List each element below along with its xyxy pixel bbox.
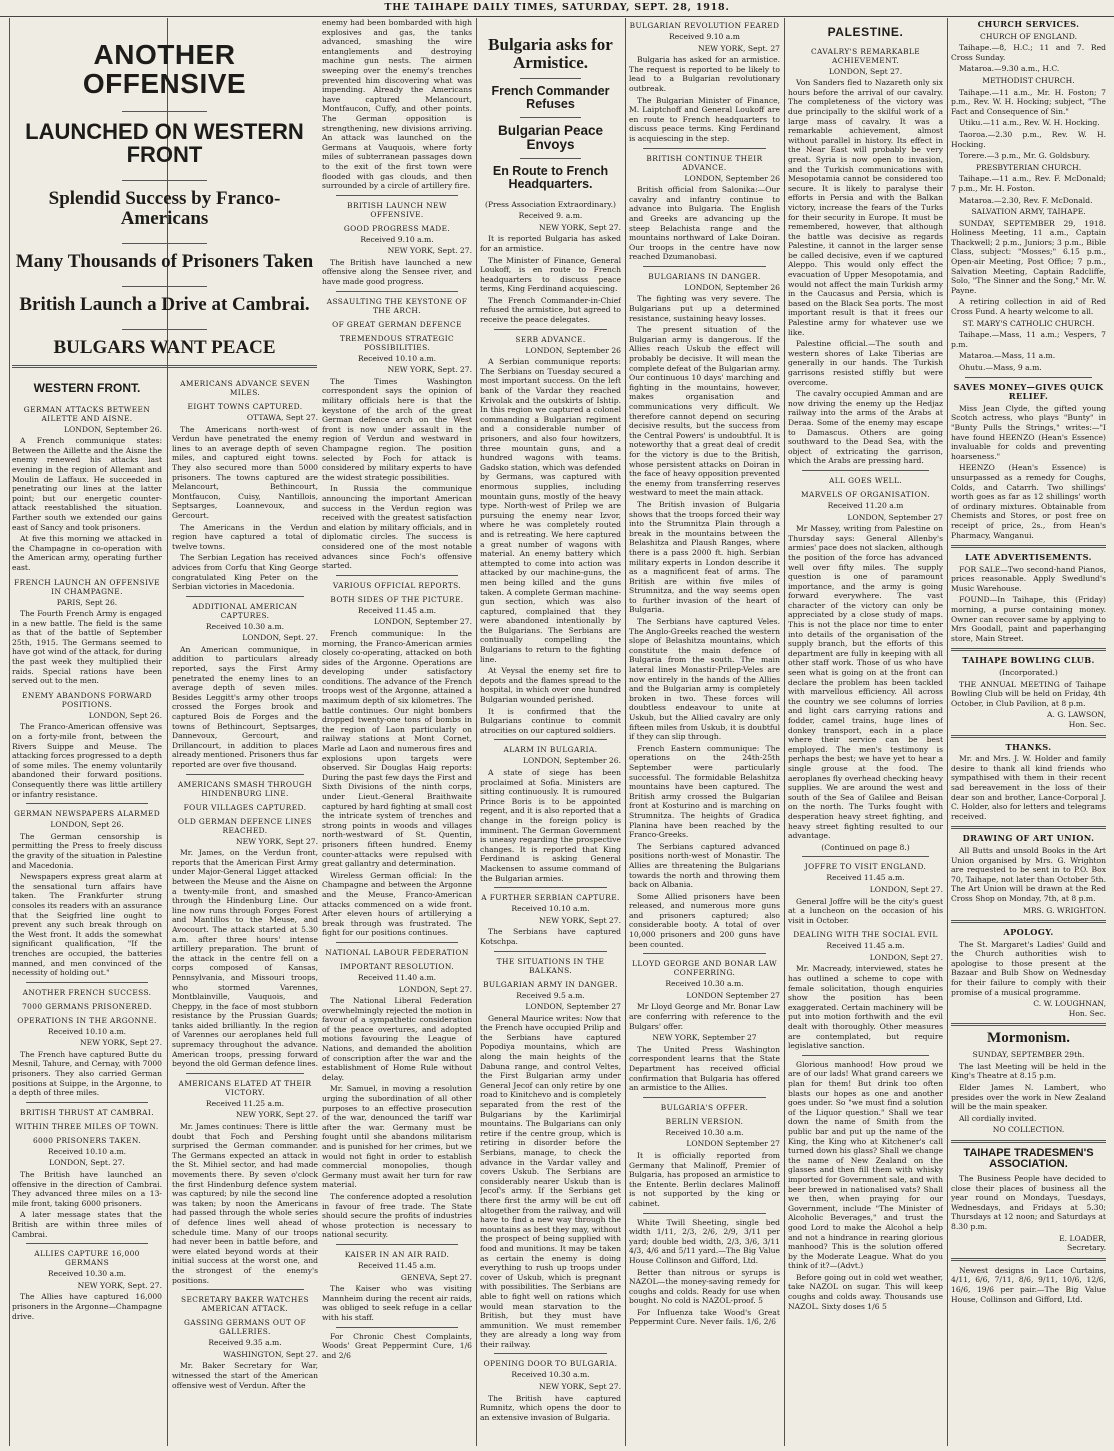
- dateline: NEW YORK, Sept 27.: [539, 1382, 621, 1392]
- received-line: Received 9.5 a.m.: [516, 990, 585, 1000]
- received-line: Received 11.25 a.m.: [205, 1098, 285, 1108]
- article-text: At Veysal the enemy set fire to depots and the flames spread to the hospital, in which over one hundred Bulgarian wounded perished.: [480, 666, 621, 705]
- advertisement: For Influenza take Wood's Great Peppermint Cure. Never fails. 1/6, 2/6: [629, 1307, 780, 1327]
- article-text: It is reported Bulgaria has asked for an armistice.: [480, 234, 621, 253]
- western-front-title: WESTERN FRONT.: [33, 381, 141, 395]
- section-subheading: 7000 GERMANS PRISONERED.: [22, 1001, 152, 1011]
- article-text: French communique: In the morning, the Franco-American armies closely co-operating, attacked on both sides of the Argonne. Operations are developing under satisfactory conditions. The advance of the French troops west of the Argonne, attained a maximum depth of six kilometres. The battle continues. Our night bombers dropped twenty-one tons of bombs in the region of Laon particularly on railway stations at Mont Cornet, Marle ad Laon and numerous fires and explosions upon targets were observed. Sir Douglas Haig reports: During the past few days the First and Sixth Divisions of the ninth corps, under Lieut.-General Braithwaite captured by hard fighting at small cost the intricate system of trenches and strong points in woods and villages north-westward of St. Quentin, prisoners fifteen hundred. Enemy counter-attacks were repulsed with great gallantry and determination.: [322, 628, 472, 869]
- notice-text: A retiring collection in aid of Red Cross Fund. A hearty welcome to all.: [951, 297, 1106, 317]
- section-heading: BRITISH THRUST AT CAMBRAI.: [20, 1107, 154, 1117]
- signature-line: Hon. Sec.: [1068, 1008, 1106, 1018]
- dateline: LONDON, September 26.: [523, 756, 621, 766]
- lead-headline-3: Splendid Success by Franco-Americans: [48, 187, 281, 229]
- article-text: Bulgaria has asked for an armistice. The request is reported to be likely to lead to a Bulgarian revolutionary outbreak.: [629, 55, 780, 93]
- received-line: Received 11.40 a.m.: [357, 972, 437, 982]
- section-heading: ALARM IN BULGARIA.: [503, 745, 598, 755]
- press-association-line: (Press Association Extraordinary.): [484, 199, 617, 209]
- section-heading: AMERICANS ADVANCE SEVEN MILES.: [180, 379, 310, 397]
- article-text: A later message states that the British are within three miles of Cambrai.: [12, 1210, 162, 1239]
- received-line: Received 10.30 a.m.: [47, 1269, 127, 1279]
- bulgaria-headline-3: Bulgarian Peace Envoys: [497, 122, 604, 153]
- bulgaria-headline-2: French Commander Refuses: [491, 83, 610, 111]
- article-text: The French have captured Butte du Mesnil, Tahure, and Cernay, with 7000 prisoners. They also carried German positions at Suippe, in the Argonne, to a depth of three miles.: [12, 1049, 162, 1098]
- article-text: The Serbians have captured Veles. The Anglo-Greeks reached the western slope of Belashitza mountains, which constitute the main defence of Bulgaria from the south. The main lateral lines Monastir-Prilep-Veles are now entirely in the hands of the Allies and the Bulgarian army is completely broken in two. These forces will doubtless endeavour to unite at Uskub, but the Allied cavalry are only fifteen miles from Uskub, it is doubtful if they can slip through.: [629, 617, 780, 742]
- received-line: Received 9.10 a.m.: [360, 234, 434, 244]
- section-subheading: 6000 PRISONERS TAKEN.: [32, 1135, 142, 1145]
- advert-text: Elder James N. Lambert, who presides over the work in New Zealand will be the main speaker.: [951, 1082, 1106, 1112]
- advert-text: Miss Jean Clyde, the gifted young Scotch actress, who plays "Bunty" in "Bunty Pulls the Strings," writes:—"I have found HEENZO (Hean's Essence) invaluable for colds and preventing hoarseness.": [951, 403, 1106, 461]
- dateline: LONDON, Sept 27.: [869, 952, 943, 962]
- advert-text: The last Meeting will be held in the King's Theatre at 8.15 p.m.: [951, 1061, 1106, 1081]
- dateline: LONDON, September 27: [847, 512, 943, 522]
- advertisement: For Chronic Chest Complaints, Woods' Great Peppermint Cure, 1/6 and 2/6: [322, 1331, 472, 1360]
- section-subheading: EIGHT TOWNS CAPTURED.: [187, 402, 303, 411]
- column-5: [629, 18, 780, 1448]
- section-heading: AMERICANS ELATED AT THEIR VICTORY.: [178, 1078, 312, 1097]
- article-text: The present situation of the Bulgarian army is dangerous. If the Allies reach Uskub the effect will probably be decisive. It will mean the complete defeat of the Bulgarian army. Our continuous 10 days' marching and fighting in the mountains, however, makes organisation and communications very difficult. We therefore cannot depend on securing decisive results, but the success from the Central Powers' is undoubtful. It is noteworthy that a great deal of credit for the victory is due to the British, whose persistent attacks on Doiran in the face of heavy opposition prevented the enemy from transferring reserves westward to meet the main attack.: [629, 325, 780, 498]
- received-line: Received 11.20 a.m: [827, 500, 904, 510]
- received-line: Received 11.45 a.m.: [826, 941, 905, 951]
- received-line: Received 9.35 a.m.: [208, 1338, 282, 1348]
- dateline: PARIS, Sept 26.: [56, 597, 118, 607]
- notice-text: Mataroa.—Mass, 11 a.m.: [959, 351, 1056, 361]
- column-6: [788, 18, 943, 1448]
- section-heading: ASSAULTING THE KEYSTONE OF THE ARCH.: [326, 296, 468, 315]
- section-heading: A FURTHER SERBIAN CAPTURE.: [481, 893, 620, 903]
- notice-text: Taihape.—8, H.C.; 11 and 7. Red Cross Sunday.: [951, 43, 1106, 62]
- article-text: General Joffre will be the city's guest at a luncheon on the occasion of his visit in October.: [788, 896, 943, 925]
- advert-text: All Butts and unsold Books in the Art Union organised by Mrs. G. Wrighton are requested to be sent in to P.O. Box 70, Taihape, not later than October 5th. The Art Union will be drawn at the Red Cross Shop on Monday, 7th, at 8 p.m.: [951, 845, 1106, 903]
- section-heading: FRENCH LAUNCH AN OFFENSIVE IN CHAMPAGNE.: [14, 577, 160, 596]
- article-text: Some Allied prisoners have been released, and numerous more guns and prisoners captured; also considerable booty. A total of over 10,000 prisoners and 200 guns have been counted.: [629, 891, 780, 949]
- article-text: The Fourth French Army is engaged in a new battle. The field is the same as that of the battle of September 25th, 1915. The Germans seemed to have got wind of the attack, for during the past week they multiplied their raids. Special rations have been served out to the men.: [12, 609, 162, 686]
- section-heading: CAVALRY'S REMARKABLE ACHIEVEMENT.: [810, 46, 921, 65]
- column-rule: [625, 18, 626, 1446]
- section-subheading: TREMENDOUS STRATEGIC POSSIBILITIES.: [339, 333, 455, 352]
- article-text: The United Press Washington correspondent learns that the State Department has received official confirmation that Bulgaria has offered an armistice to the Allies.: [629, 1044, 780, 1093]
- dateline: LONDON, September 27: [525, 1002, 621, 1012]
- dateline: NEW YORK, Sept 27.: [236, 1110, 318, 1120]
- section-heading: ENEMY ABANDONS FORWARD POSITIONS.: [22, 690, 152, 709]
- received-line: Received 10.30 a.m.: [511, 1370, 590, 1380]
- article-text: It is confirmed that the Bulgarians continue to commit atrocities on our captured soldiers.: [480, 706, 621, 735]
- dateline: LONDON, Sept 26.: [88, 710, 162, 720]
- article-text: Mr Massey, writing from Palestine on Thursday says: General Allenby's armies' pace does not slacken, although the position of the force has advanced well over fifty miles. The supply question is one of paramount importance, and the army is going forward everywhere. The vast character of the victory can only be appreciated by a close study of maps. This is not the place nor time to enter into details of the organisation of the supply branch, but the efforts of this department are fully in keeping with all other staff work. Those of us who have seen what is going on at the front can declare the problem has been tackled with marvellous efficiency. All across the country we see columns of lorries and light cars carrying rations and fodder, camel trains, huge lines of donkey transport, each in a place where their service can be best employed. The men's testimony is perhaps the best; we have yet to hear a single grouse at the food. The aeroplanes fly overhead checking heavy supplies. We are around the west and south of the Sea of Galilee and Beisan on the north. The Turks fought with desperation heavy street fighting, and heavy street fighting resulted to our advantage.: [788, 524, 943, 841]
- tradesmen-heading: TAIHAPE TRADESMEN'S ASSOCIATION.: [963, 1146, 1094, 1171]
- article-text: At five this morning we attacked in the Champagne in co-operation with the American army, operating further east.: [12, 534, 162, 572]
- received-line: Received 9.10 a.m: [669, 32, 740, 41]
- dateline: NEW YORK, September 27: [652, 1033, 757, 1043]
- signature-line: E. LOADER,: [1059, 1233, 1106, 1243]
- advert-heading: LATE ADVERTISEMENTS.: [965, 552, 1092, 563]
- section-heading: SERB ADVANCE.: [515, 334, 586, 344]
- signature-line: Secretary.: [1067, 1243, 1106, 1253]
- section-heading: BULGARIANS IN DANGER.: [648, 271, 761, 281]
- advert-text: FOR SALE—Two second-hand Pianos, prices reasonable. Apply Swedlund's Music Warehouse.: [951, 564, 1106, 593]
- article-text: The Minister of Finance, General Loukoff, is en route to French headquarters to discuss peace terms, King Ferdinand acquiescing.: [480, 255, 621, 294]
- advert-text: HEENZO (Hean's Essence) is unsurpassed as a remedy for Coughs, Colds, and Catarrh. Two shillings' worth goes as far as 12 shillings' worth of ordinary mixtures. Obtainable from Chemists and Stores, or post free on receipt of price, 2s., from Hean's Pharmacy, Wanganui.: [951, 463, 1106, 540]
- article-text: The Kaiser who was visiting Mannheim during the recent air raids, was obliged to seek refuge in a cellar with his staff.: [322, 1284, 472, 1322]
- mormonism-heading: Mormonism.: [987, 1030, 1070, 1047]
- advertisement: White Twill Sheeting, single bed width 1/11, 2/3, 2/6, 2/9, 3/11 per yard; double bed width, 2/3, 3/6, 3/11 4/3, 4/6 and 5/11 yard.—The Big Value House Collinson and Gifford, Ltd.: [629, 1217, 780, 1265]
- dateline: NEW YORK, Sept. 27.: [77, 1280, 162, 1290]
- section-subheading: BOTH SIDES OF THE PICTURE.: [330, 594, 464, 604]
- dateline: GENEVA, Sept 27.: [400, 1272, 472, 1282]
- dateline: LONDON, September 26: [684, 173, 780, 183]
- section-heading: OPENING DOOR TO BULGARIA.: [483, 1359, 618, 1369]
- section-subheading: OLD GERMAN DEFENCE LINES REACHED.: [178, 816, 312, 835]
- dateline: LONDON, September 26: [525, 345, 621, 355]
- dateline: LONDON, September 26: [684, 282, 780, 292]
- dateline: LONDON, Sept 27.: [869, 884, 943, 894]
- section-heading: ADDITIONAL AMERICAN CAPTURES.: [192, 601, 298, 620]
- dateline: LONDON, Sept 27.: [828, 66, 903, 76]
- article-text: Von Sanders fled to Nazareth only six hours before the arrival of our cavalry. The completeness of the victory was due principally to the skilful work of a large mass of cavalry. It was a remarkable achievement, almost without parallel in history. Its effect in the Near East will probably be very great. Syria is now open to invasion, and the Turkish communications with Mesopotamia cannot be considered too secure. It is likely to paralyse their efforts in Persia and with the Balkan victory, increase the fears of the Turks for their security in Europe. It must be remembered, however, that although the battle was decisive as regards Palestine, it cannot in the larger sense be called decisive, even if we captured Aleppo. This would only effect the evacuation of Upper Mesopotamia, and would not affect the main Turkish army in the Caucasus and Persia, which is based on the Black Sea ports. The most important result is that it frees our Palestine army for whatever use we like.: [788, 78, 943, 337]
- church-services-title: CHURCH SERVICES.: [977, 19, 1080, 29]
- dateline: LONDON, Sept. 27.: [242, 633, 318, 643]
- section-subheading: BULGARIAN ARMY IN DANGER.: [483, 979, 618, 989]
- lead-headline-5: British Launch a Drive at Cambrai.: [19, 293, 310, 315]
- dateline: NEW YORK, Sept 27.: [539, 222, 621, 232]
- dateline: NEW YORK, Sept. 27.: [387, 246, 472, 256]
- article-text: The cavalry occupied Amman and are now driving the enemy up the Hedjaz railway into the arms of the Arabs at Deraa. Some of the enemy may escape to Damascus. Others are going southward to the Dead Sea, with the object of extricating the garrison, which the Arabs are pressing hard.: [788, 389, 943, 466]
- dateline: LONDON September 27: [686, 990, 780, 1000]
- article-text: Mr. James continues: There is little doubt that Foch and Pershing surprised the German commander. The Germans expected an attack in the St. Mihiel sector, and had made movements there. By seven o'clock the first Hindenburg defence system was captured; by nile the second line was taken; by noon the Americans had passed through the whole series of defence lines well ahead of schedule time. Many of our troops had never been in battle before, and were elated beyond words at their initial success at the worst one, and the strongest of the enemy's positions.: [172, 1122, 318, 1285]
- article-text: The Allies have captured 16,000 prisoners in the Argonne—Champagne drive.: [12, 1292, 162, 1321]
- advertisement: Glorious manhood! How proud we are of our lads! What grand careers we plan for them! But drink too often blasts our hopes as one and another goes under. So "we must find a solution of the Liquor question." Shall we tear down the name of Smith from the public bar and put up the name of the King, the King who at Kitchener's call turned down his glass? Shall we change the name of New Zealand on the glasses and then fill them with whisky imported for Government sale, and with beer brewed in nationalised vats? Shall we then, when praying for our Government, include "The Minister of Alcoholic Beverages," and trust the good Lord to make the Alcohol a help and not a hindrance in rearing glorious manhood? This is the solution offered by the Moderate League. What do you think of it?—(Advt.): [788, 1059, 943, 1271]
- signature-line: C. W. LOUGHNAN,: [1033, 999, 1106, 1009]
- article-text: The Times Washington correspondent says the opinion of military officials here is that the keystone of the arch of the great German defence arch on the West front is now under assault in the region of Verdun and westward in Champagne region. The position selected by Foch for attack is considered by military experts to have the widest strategic possibilities.: [322, 376, 472, 482]
- article-text: The British invasion of Bulgaria shows that the troops forced their way into the Strumnitza Plain through a break in the mountains between the Belashitza and Plaush Ranges, where there is a pass 2000 ft. high. Serbian military experts in London describe it as a magnificent feat of arms. The British are within five miles of Strumnitza, and the way seems open to further invasion of the heart of Bulgaria.: [629, 499, 780, 615]
- article-text: The French Commander-in-Chief refused the armistice, but agreed to receive the peace delegates.: [480, 295, 621, 325]
- section-subheading: BERLIN VERSION.: [665, 1116, 744, 1126]
- article-text: The Serbian Legation has received advices from Corfu that King George congratulated King Peter on the Serbian victories in Macedonia.: [172, 553, 318, 592]
- article-text: It is officially reported from Germany that Malinoff, Premier of Bulgaria, has proposed an armistice to the Entente. Berlin declares Malinoff is not supported by the king or cabinet.: [629, 1150, 780, 1208]
- dateline: NEW YORK, Sept. 27.: [387, 365, 472, 375]
- lead-rule: [12, 365, 317, 368]
- notice-text: Taihape.—Mass, 11 a.m.; Vespers, 7 p.m.: [951, 330, 1106, 349]
- section-heading: CHURCH OF ENGLAND.: [980, 31, 1077, 41]
- received-line: Received 11.45 a.m.: [357, 1260, 437, 1270]
- section-heading: THE SITUATIONS IN THE BALKANS.: [496, 956, 605, 975]
- lead-headline-1: ANOTHER OFFENSIVE: [82, 39, 247, 100]
- column-7: [951, 18, 1106, 1448]
- article-text: Mr. Macready, interviewed, states he has outlined a scheme to cope with female solicitation, though enquiries show the position has been exaggerated. Certain machinery will be put into motion forthwith and the evil dealt with thoroughly. Other measures are contemplated, but require legislative sanction.: [788, 964, 943, 1051]
- column-rule: [947, 18, 948, 1446]
- article-text: Mr. Baker Secretary for War, witnessed the start of the American offensive west of Verdun. After the: [172, 1361, 318, 1390]
- continued-note: (Continued on page 8.): [821, 842, 910, 852]
- column-3: [322, 18, 472, 1448]
- section-heading: AMERICANS SMASH THROUGH HINDENBURG LINE.: [177, 779, 313, 798]
- article-text: In Russia the communique announcing the important American success in the Verdun region was received with the greatest satisfaction and elation by military officials, and in diplomatic circles. The success is considered one of the most notable advances since Foch's offensive started.: [322, 484, 472, 571]
- section-heading: PRESBYTERIAN CHURCH.: [975, 162, 1082, 172]
- notice-text: Ohutu.—Mass, 9 a.m.: [959, 363, 1042, 372]
- column-rule: [784, 18, 785, 1446]
- article-text: A French communique states: Between the Aillette and the Aisne the enemy renewed his attacks last evening in the region of Allemant and Moulin de Laffaux. He succeeded in penetrating our lines at the latter point; but our energetic counter-attack reestablished the situation. Farther south we extended our gains east of Sancy and took prisoners.: [12, 436, 162, 532]
- bulgaria-headline-4: En Route to French Headquarters.: [492, 164, 609, 192]
- advert-text: THE ANNUAL MEETING of Taihape Bowling Club will be held on Friday, 4th October, in Club Pavilion, at 8 p.m.: [951, 679, 1106, 708]
- article-text: Palestine official.—The south and western shores of Lake Tiberias are generally in our hands. The Turkish garrisons resisted stiffly but were overcome.: [788, 339, 943, 387]
- notice-text: SUNDAY, SEPTEMBER 29, 1918. Holiness Meeting, 11 a.m., Captain Thackwell; 2 p.m., Juniors; 3 p.m., Bible Class, subject: "Mosses;" 6.15 p.m., Open-air Meeting, Post Office; 7 p.m., Salvation Meeting, Captain Radcliffe, Solo, "The Sinner and the Song," Mr. W. Payne.: [951, 218, 1106, 295]
- section-heading: GERMAN NEWSPAPERS ALARMED: [13, 809, 161, 819]
- received-line: Received 9. a.m.: [518, 211, 583, 221]
- article-text: The Franco-American offensive was on a forty-mile front, between the Rivers Suippe and Meuse. The attacking forces progressed to a depth of some miles. The enemy voluntarily abandoned their forward positions. Consequently there was little artillery or infantry resistance.: [12, 722, 162, 799]
- masthead-rule: [0, 16, 1114, 17]
- article-text: The conference adopted a resolution in favour of free trade. The State should secure the profits of industries whose protection is necessary to national security.: [322, 1191, 472, 1240]
- column-2: [172, 374, 318, 1446]
- signature-line: MRS. G. WRIGHTON.: [1023, 905, 1106, 915]
- dateline: LONDON September 27: [686, 1139, 780, 1149]
- article-text: Mr. Samuel, in moving a resolution urging the subordination of all other purposes to an effective prosecution of the war, denounced the tariff war after the war. Germany must be fought until she abandons militarism and is punished for her crimes, but we would not fight in order to establish commercial monopolies, though Germany must await her turn for raw material.: [322, 1084, 472, 1190]
- advert-text: NO COLLECTION.: [992, 1125, 1065, 1135]
- column-4: [480, 18, 621, 1448]
- section-heading: DEALING WITH THE SOCIAL EVIL: [793, 930, 938, 940]
- section-heading: ST. MARY'S CATHOLIC CHURCH.: [962, 318, 1095, 328]
- received-line: Received 10.10 a.m.: [511, 904, 590, 914]
- article-text: Newspapers express great alarm at the sensational turn affairs have taken. The Frankfurter strung consoles its readers with an assurance that the Seigfried line ought to prevent any such break through on the West front. It adds the somewhat significant qualification, "If the trenches are occupied, the batteries manned, and men convinced of the necessity of holding out.": [12, 872, 162, 978]
- notice-text: Taoroa.—2.30 p.m., Rev. W. H. Hocking.: [951, 129, 1106, 149]
- dateline: NEW YORK, Sept. 27: [698, 43, 780, 53]
- section-heading: KAISER IN AN AIR RAID.: [344, 1249, 450, 1259]
- dateline: LONDON, Sept 27.: [398, 984, 472, 994]
- section-heading: NATIONAL LABOUR FEDERATION: [325, 947, 469, 957]
- signature-line: A. G. LAWSON,: [1047, 710, 1106, 720]
- article-text: A Serbian communique reports: The Serbians on Tuesday secured a most important success. On the left bank of the Vardar they reached Krivolak and the outskirts of Ishtip. In this region we captured a colonel commanding a Bulgarian regiment and a considerable number of prisoners, and also four howitzers, three mountain guns, and a hundred wagons with teams. Gadsko station, which was defended by Germans, was captured with enormous supplies, including mountain guns, mostly of the heavy type. North-west of Prilep we are pursuing the enemy near Izvor, where he was completely routed and is retreating. We here captured a great number of wagons with material. An enemy battery which attempted to come into action was attacked by our machine-guns, the men being killed and the guns taken. A complete German machine-gun section, which was also captured, complained that they were abandoned intentionally by the Bulgarians. The Serbians are continually compelling the Bulgarians to return to the fighting line.: [480, 357, 621, 664]
- advertisement: Before going out in cold wet weather, take NAZOL on sugar. This will keep coughs and colds away. Thousands use NAZOL. Sixty doses 1/6 5: [788, 1272, 943, 1311]
- notice-text: Taihape.—11 a.m., Mr. H. Foston; 7 p.m., Rev. W. H. Hocking; subject, "The Fact and Consequence of Sin.": [951, 87, 1106, 116]
- section-heading: ALLIES CAPTURE 16,000 GERMANS: [34, 1249, 140, 1268]
- article-text: The British have launched a new offensive along the Sensee river, and have made good progress.: [322, 257, 472, 287]
- section-heading: GERMAN ATTACKS BETWEEN AILETTE AND AISNE.: [23, 404, 151, 423]
- section-subheading: (Incorporated.): [999, 668, 1058, 678]
- section-subheading: SUNDAY, SEPTEMBER 29th.: [972, 1050, 1085, 1060]
- advert-text: Mr. and Mrs. J. W. Holder and family desire to thank all kind friends who sympathised with them in their recent sad bereavement in the loss of their dear son and brother, Lance-Corporal J. C. Holder, also for letters and telegrams received.: [951, 754, 1106, 821]
- section-heading: BULGARIAN REVOLUTION FEARED: [629, 21, 780, 30]
- section-subheading: WITHIN THREE MILES OF TOWN.: [15, 1121, 159, 1131]
- article-text: The National Liberal Federation overwhelmingly rejected the motion in favour of a sympathetic consideration of the peace overtures, and adopted motions favouring the League of Nations, and demanded the abolition of conscription after the war and the establishment of Home Rule without delay.: [322, 996, 472, 1082]
- section-subheading: OPERATIONS IN THE ARGONNE.: [17, 1015, 157, 1025]
- advert-text: The Business People have decided to close their places of business all the year round on Mondays, Tuesdays, Wednesdays, and Fridays at 5.30; Thursdays at 12 noon; and Saturdays at 8.30 p.m.: [951, 1174, 1106, 1231]
- advert-heading: SAVES MONEY—GIVES QUICK RELIEF.: [953, 381, 1104, 402]
- section-heading: SALVATION ARMY, TAIHAPE.: [971, 207, 1086, 217]
- article-text: The German censorship is permitting the Press to freely discuss the gravity of the situation in Palestine and Macedonia.: [12, 831, 162, 870]
- article-text: The Serbians captured advanced positions north-west of Monastir. The Allies are threatening the Bulgarians towards the north and throwing them back on Albania.: [629, 841, 780, 890]
- lead-headline-4: Many Thousands of Prisoners Taken: [15, 250, 314, 272]
- dateline: NEW YORK, Sept 27.: [80, 1038, 162, 1048]
- dateline: LONDON, September 26.: [64, 424, 162, 434]
- dateline: OTTAWA, Sept 27.: [246, 413, 318, 422]
- article-text: General Maurice writes: Now that the French have occupied Prilip and the Serbians have captured Popodiya mountains, which are along the main heights of the Dabuna range, and control Veltes, the First Bulgarian army under General Jecof can only retire by one road to Kinitchevo and is completely separated from the rest of the Bulgarians by the Karlimirjal mountains. The Bulgarians can only retire if the centre group, which is retiring in disorder before the Serbians, manage, to check the advance in the Vardar valley and covers Uskub. The Serbians are considerably nearer Uskub than is Jecof's army. If the Serbians get there first the army will be cut off altogether from the railway, and will have to find a new way through the mountains as best they may, without the prospect of being supplied with food and munitions. It may be taken as certain the enemy is doing everything to rush up troops under cover of Uskub, which is pregnant with possibilities. The Serbians are able to fight well on rations which would mean starvation to the British, but they must have ammunition. We must remember they are already a long way from their railway.: [480, 1013, 621, 1349]
- received-line: Received 10.10 a.m.: [47, 1146, 127, 1156]
- article-text: The British have captured Rumnitz, which opens the door to an extensive invasion of Bulgaria.: [480, 1393, 621, 1422]
- column-rule: [9, 18, 10, 1446]
- article-text: Mr Lloyd George and Mr. Bonar Law are conferring with reference to the Bulgars' offer.: [629, 1002, 780, 1031]
- masthead: THE TAIHAPE DAILY TIMES, SATURDAY, SEPT. 28, 1918.: [384, 2, 730, 13]
- article-text: The Americans in the Verdun region have captured a total of twelve towns.: [172, 522, 318, 551]
- advert-heading: APOLOGY.: [1003, 927, 1054, 938]
- column-rule: [476, 18, 477, 1446]
- section-heading: SECRETARY BAKER WATCHES AMERICAN ATTACK.: [181, 1295, 309, 1314]
- section-subheading: FOUR VILLAGES CAPTURED.: [183, 802, 307, 812]
- advert-text: The St. Margaret's Ladies' Guild and the Church authorities wish to apologise to those present at the Bazaar and Bulb Show on Wednesday for their failure to comply with their promise of a musical programme.: [951, 939, 1106, 997]
- received-line: Received 11.45 a.m.: [357, 605, 437, 615]
- section-heading: ALL GOES WELL.: [828, 475, 903, 485]
- advert-text: All cordially invited.: [959, 1113, 1037, 1123]
- advert-text: Newest designs in Lace Curtains, 4/11, 6/6, 7/11, 8/6, 9/11, 10/6, 12/6, 16/6, 19/6 per pair.—The Big Value House, Collinson and Gifford, Ltd.: [951, 1265, 1106, 1304]
- advert-text: FOUND—In Taihape, this (Friday) morning, a purse containing money. Owner can recover same by applying to Mrs Goodall, paint and paperhanging store, Main Street.: [951, 595, 1106, 643]
- section-subheading: IMPORTANT RESOLUTION.: [339, 961, 455, 971]
- dateline: LONDON, September 27.: [374, 617, 472, 627]
- dateline: NEW YORK, Sept 27.: [236, 836, 318, 846]
- received-line: Received 10.30 a.m.: [205, 621, 285, 631]
- section-heading: JOFFRE TO VISIT ENGLAND.: [804, 862, 927, 872]
- article-text: The British have launched an offensive in the direction of Cambrai. They advanced three miles on a 13-mile front, taking 6000 prisoners.: [12, 1170, 162, 1208]
- section-heading: METHODIST CHURCH.: [982, 75, 1075, 85]
- received-line: Received 11.45 a.m.: [826, 873, 905, 883]
- notice-text: Torere.—3 p.m., Mr. G. Goldsbury.: [959, 151, 1091, 161]
- article-text: The Serbians have captured Kotschpa.: [480, 927, 621, 946]
- article-text: The fighting was very severe. The Bulgarians put up a determined resistance, sustaining heavy losses.: [629, 294, 780, 323]
- lead-headline-2: LAUNCHED ON WESTERN FRONT: [25, 118, 304, 167]
- dateline: NEW YORK, Sept 27.: [539, 915, 621, 925]
- received-line: Received 10.10 a.m.: [357, 353, 437, 363]
- lead-headline-6: BULGARS WANT PEACE: [53, 336, 276, 358]
- received-line: Received 10.30 a.m.: [665, 1127, 744, 1137]
- section-heading: BULGARIA'S OFFER.: [660, 1102, 749, 1112]
- section-subheading: OF GREAT GERMAN DEFENCE: [332, 319, 462, 329]
- section-subheading: GOOD PROGRESS MADE.: [343, 223, 451, 233]
- bulgaria-headline: Bulgaria asks for Armistice.: [488, 35, 613, 72]
- section-heading: BRITISH LAUNCH NEW OFFENSIVE.: [347, 200, 447, 219]
- received-line: Received 10.10 a.m.: [47, 1026, 127, 1036]
- article-text: Mr. James, on the Verdun front, reports that the American First Army under Major-General Ligget attacked between the Meuse and the Aisne on a twenty-mile front, and smashed through the Hindenburg Line. Our line now runs through Forges Forest and Mantillos to the Meuse, and Avocourt. The attack started at 5.30 a.m. after three hours' intense artillery preparation. The brunt of the attack in the centre fell on a corps composed of Kansas, Pennsylvania, and Missouri troops, who stormed Varennes, Montblainville, Vauquois, and Cheppy, in the face of most stubborn resistance by the Prussian Guards; tanks aided brilliantly. In the region of Varennes our aeroplanes held full supremacy throughout the advance. American troops, pressing forward beyond the old German defence lines.: [172, 848, 318, 1069]
- article-text: The Americans north-west of Verdun have penetrated the enemy lines to an average depth of seven miles, and captured eight towns. They also secured more than 5000 prisoners. The towns captured are Melancourt, Bethincourt, Montfaucon, Cuisy, Nantillois, Septsarges, Loannevoux, and Gercourt.: [172, 424, 318, 520]
- article-text: British official from Salonika:—Our cavalry and infantry continue to advance into Bulgaria. The English and Greeks are advancing up the steep Belachista range and the mountains northward of Lake Doiran. Our troops in the centre have now reached Dzumanobasi.: [629, 185, 780, 262]
- dateline: LONDON, Sept 26.: [50, 820, 124, 830]
- section-subheading: GASSING GERMANS OUT OF GALLERIES.: [183, 1318, 307, 1337]
- notice-text: Taihape.—11 a.m., Rev. F. McDonald; 7 p.m., Mr. H. Foston.: [951, 174, 1106, 193]
- article-text: The Bulgarian Minister of Finance, M. Laiptchoff and General Loukoff are en route to French headquarters to discuss peace terms. King Ferdinand is acquiescing in the step.: [629, 95, 780, 143]
- dateline: WASHINGTON, Sept 27.: [223, 1349, 318, 1359]
- notice-text: Mataroa.—2.30, Rev. F. McDonald.: [959, 195, 1093, 205]
- advertisement: Better than nitrous or syrups is NAZOL—the money-saving remedy for coughs and colds. Ready for use when bought. No cold is NAZOL-proof. 5: [629, 1267, 780, 1306]
- notice-text: Mataroa.—9.30 a.m., H.C.: [959, 64, 1060, 74]
- palestine-title: PALESTINE.: [827, 25, 904, 39]
- column-1: [12, 374, 162, 1446]
- received-line: Received 10.30 a.m.: [665, 979, 744, 989]
- article-text: A state of siege has been proclaimed at Sofia. Ministers are sitting continuously. It is rumoured Prince Boris is to be appointed regent, and it is also reported that a change in the foreign policy is imminent. The German Government is uneasy regarding the prospective changes. It is reported that King Ferdinand is asking General Mackensen to assume command of the Bulgarian armies.: [480, 768, 621, 883]
- advert-heading: DRAWING OF ART UNION.: [962, 833, 1095, 844]
- section-heading: BRITISH CONTINUE THEIR ADVANCE.: [646, 153, 763, 172]
- advert-heading: TAIHAPE BOWLING CLUB.: [962, 655, 1095, 666]
- section-heading: LLOYD GEORGE AND BONAR LAW CONFERRING.: [632, 959, 777, 978]
- signature-line: Hon. Sec.: [1068, 720, 1106, 729]
- lead-headline-block: [12, 30, 317, 360]
- advert-heading: THANKS.: [1005, 741, 1052, 752]
- section-heading: VARIOUS OFFICIAL REPORTS.: [332, 580, 462, 590]
- notice-text: Utiku.—11 a.m., Rev. W. H. Hocking.: [959, 118, 1100, 128]
- article-text: Wireless German official: In the Champagne and between the Argonne and the Meuse, Franco-American attacks commenced on a wide front. After eleven hours of artillerying a break through was frustrated. The fight for our positions continues.: [322, 870, 472, 938]
- section-subheading: MARVELS OF ORGANISATION.: [801, 489, 930, 499]
- article-text: French Eastern communique: The operations on the 24th-25th September were particularly successful. The formidable Belashitza mountains have been captured. The British army crossed the Bulgarian front at Kosturino and is marching on Strumnitza. The heights of Gradica Planina have been reached by the Franco-Greeks.: [629, 743, 780, 840]
- article-text: enemy had been bombarded with high explosives and gas, the tanks advanced, smashing the wire entanglements and destroying machine gun nests. The airmen sweeping over the enemy's trenches prevented him discovering what was impending. Already the Americans have captured Melancourt, Montfaucon, Cuffy, and other points. The German opposition is strengthening, new divisions arriving. An attack was launched on the Germans at Vauquois, where forty miles of subterranean passages down to the exit of the first town were flooded with gas clouds, and then surrounded by a circle of artillery fire.: [322, 18, 472, 191]
- section-heading: ANOTHER FRENCH SUCCESS.: [22, 987, 152, 997]
- dateline: LONDON, Sept. 27.: [49, 1158, 125, 1168]
- article-text: An American communique, in addition to particulars already reported, says the First Army penetrated the enemy lines to an average depth of seven miles. Besides Leggitt's army other troops crossed the Forges brook and captured Bois de Forges and the towns of Bethincourt, Septsarges, Dannevoux, Gercourt, and Drillancourt, in addition to places already mentioned. Prisoners thus far reported are over five thousand.: [172, 644, 318, 769]
